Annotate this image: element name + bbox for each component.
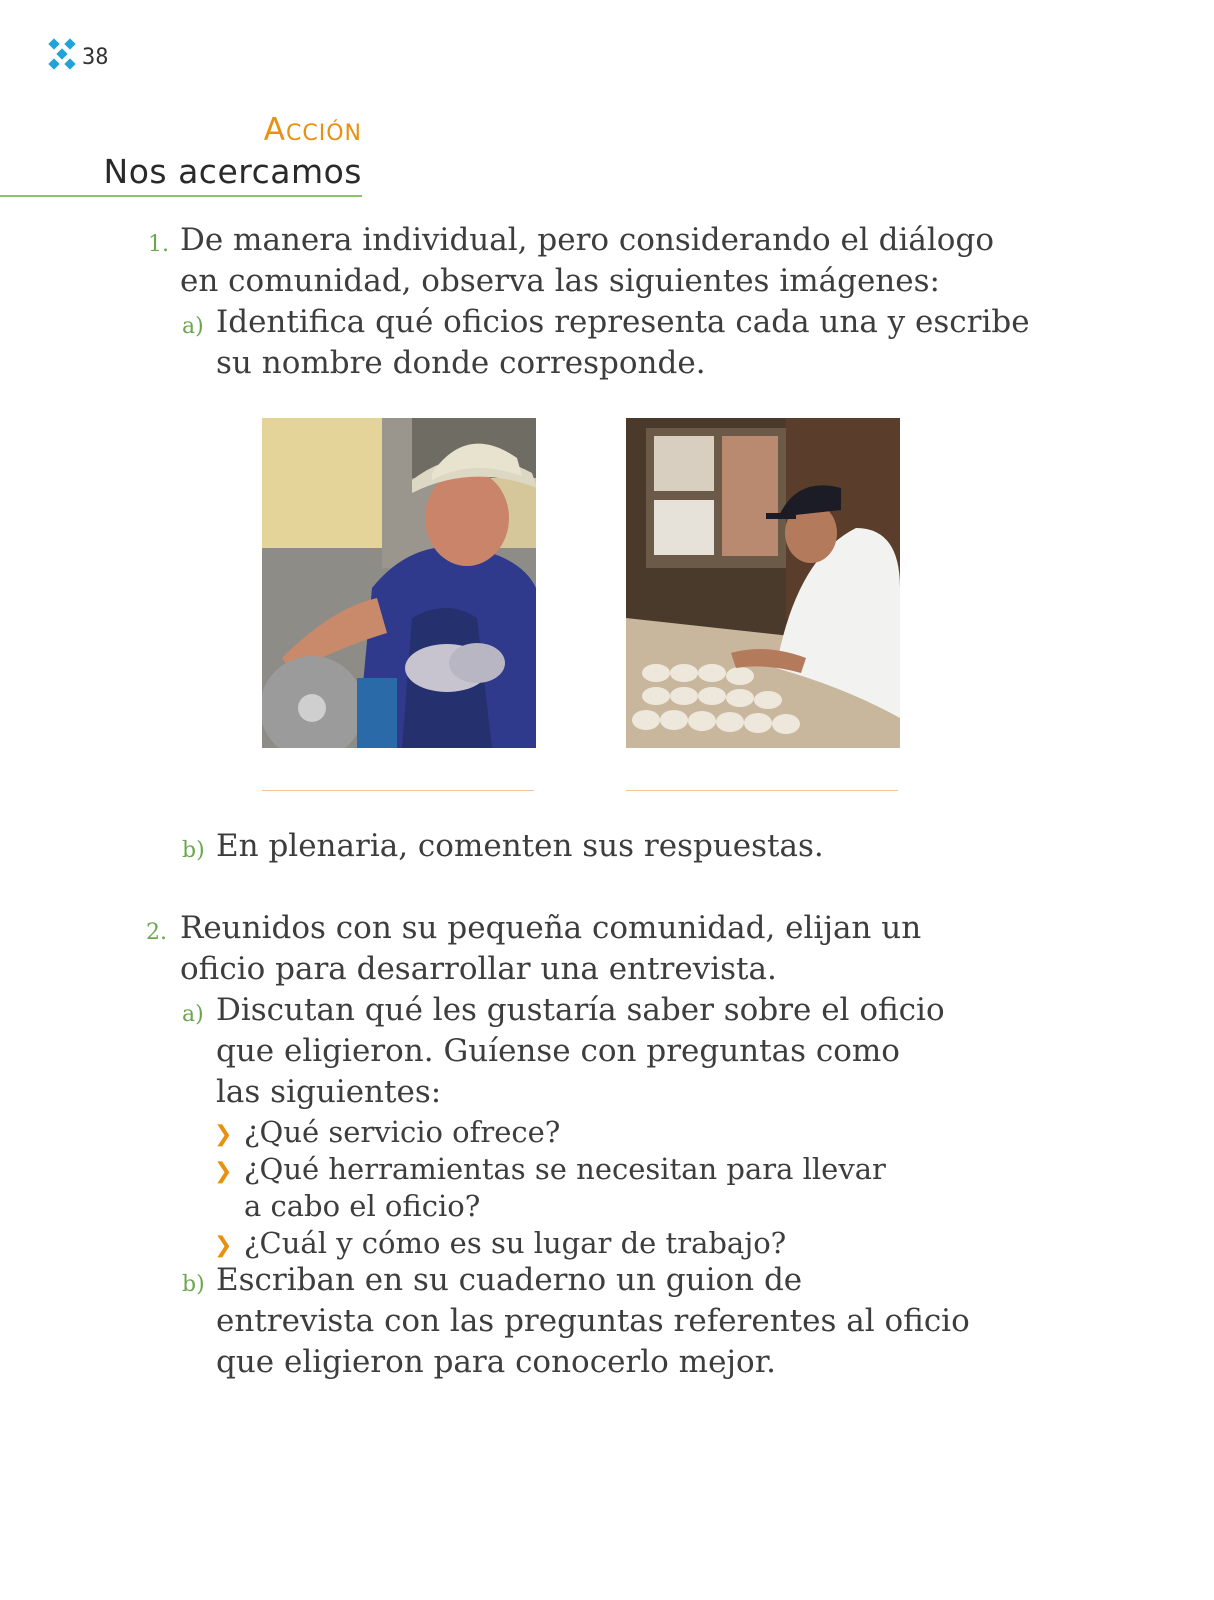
title-divider [0, 195, 362, 197]
question-2a [182, 990, 1062, 1113]
question-1-text-line: De manera individual, pero considerando el diálogo [180, 222, 994, 258]
question-2b-text-line: que eligieron para conocerlo mejor. [216, 1344, 776, 1380]
bullet-item-text: a cabo el oficio? [244, 1189, 481, 1223]
chevron-right-icon: ❯ [214, 1233, 233, 1258]
chevron-right-icon: ❯ [214, 1122, 233, 1147]
question-2-text-line: oficio para desarrollar una entrevista. [180, 951, 777, 987]
bullet-item-text: ¿Qué herramientas se necesitan para llevar [244, 1152, 886, 1186]
question-1 [148, 220, 1048, 302]
question-2-text-line: Reunidos con su pequeña comunidad, elijan un [180, 910, 922, 946]
question-2b-text-line: Escriban en su cuaderno un guion de [216, 1262, 803, 1298]
photo-knife-sharpener [262, 418, 536, 748]
book-logo-icon [48, 38, 76, 76]
question-1-text-line: en comunidad, observa las siguientes imágenes: [180, 263, 940, 299]
bullet-item [214, 1151, 1064, 1225]
question-2-number: 2. [146, 920, 167, 945]
question-2a-text-line: Discutan qué les gustaría saber sobre el oficio [216, 992, 945, 1028]
question-1b-text: En plenaria, comenten sus respuestas. [216, 828, 824, 864]
question-1-number: 1. [148, 232, 169, 257]
question-2 [146, 908, 1046, 990]
bullet-item-text: ¿Qué servicio ofrece? [244, 1115, 561, 1149]
question-1a [182, 302, 1062, 384]
section-title: Nos acercamos [103, 152, 362, 191]
page-header [48, 38, 109, 76]
question-2a-text-line: que eligieron. Guíense con preguntas como [216, 1033, 900, 1069]
photo-baker [626, 418, 900, 748]
answer-line-2[interactable] [626, 790, 898, 791]
question-1b [182, 826, 1062, 867]
question-2a-bullet-list [214, 1114, 1064, 1262]
bullet-item [214, 1114, 1064, 1151]
bullet-item-text: ¿Cuál y cómo es su lugar de trabajo? [244, 1226, 787, 1260]
question-2a-marker: a) [182, 1002, 204, 1027]
question-2b-text-line: entrevista con las preguntas referentes al oficio [216, 1303, 970, 1339]
section-label: Acción [263, 112, 362, 148]
page-number: 38 [82, 44, 109, 70]
question-2b-marker: b) [182, 1272, 205, 1297]
question-2a-text-line: las siguientes: [216, 1074, 442, 1110]
question-1a-text-line: su nombre donde corresponde. [216, 345, 706, 381]
bullet-item [214, 1225, 1064, 1262]
question-1a-marker: a) [182, 314, 204, 339]
chevron-right-icon: ❯ [214, 1159, 233, 1184]
answer-line-1[interactable] [262, 790, 534, 791]
question-2b [182, 1260, 1062, 1383]
question-1b-marker: b) [182, 838, 205, 863]
question-1a-text-line: Identifica qué oficios representa cada una y escribe [216, 304, 1030, 340]
